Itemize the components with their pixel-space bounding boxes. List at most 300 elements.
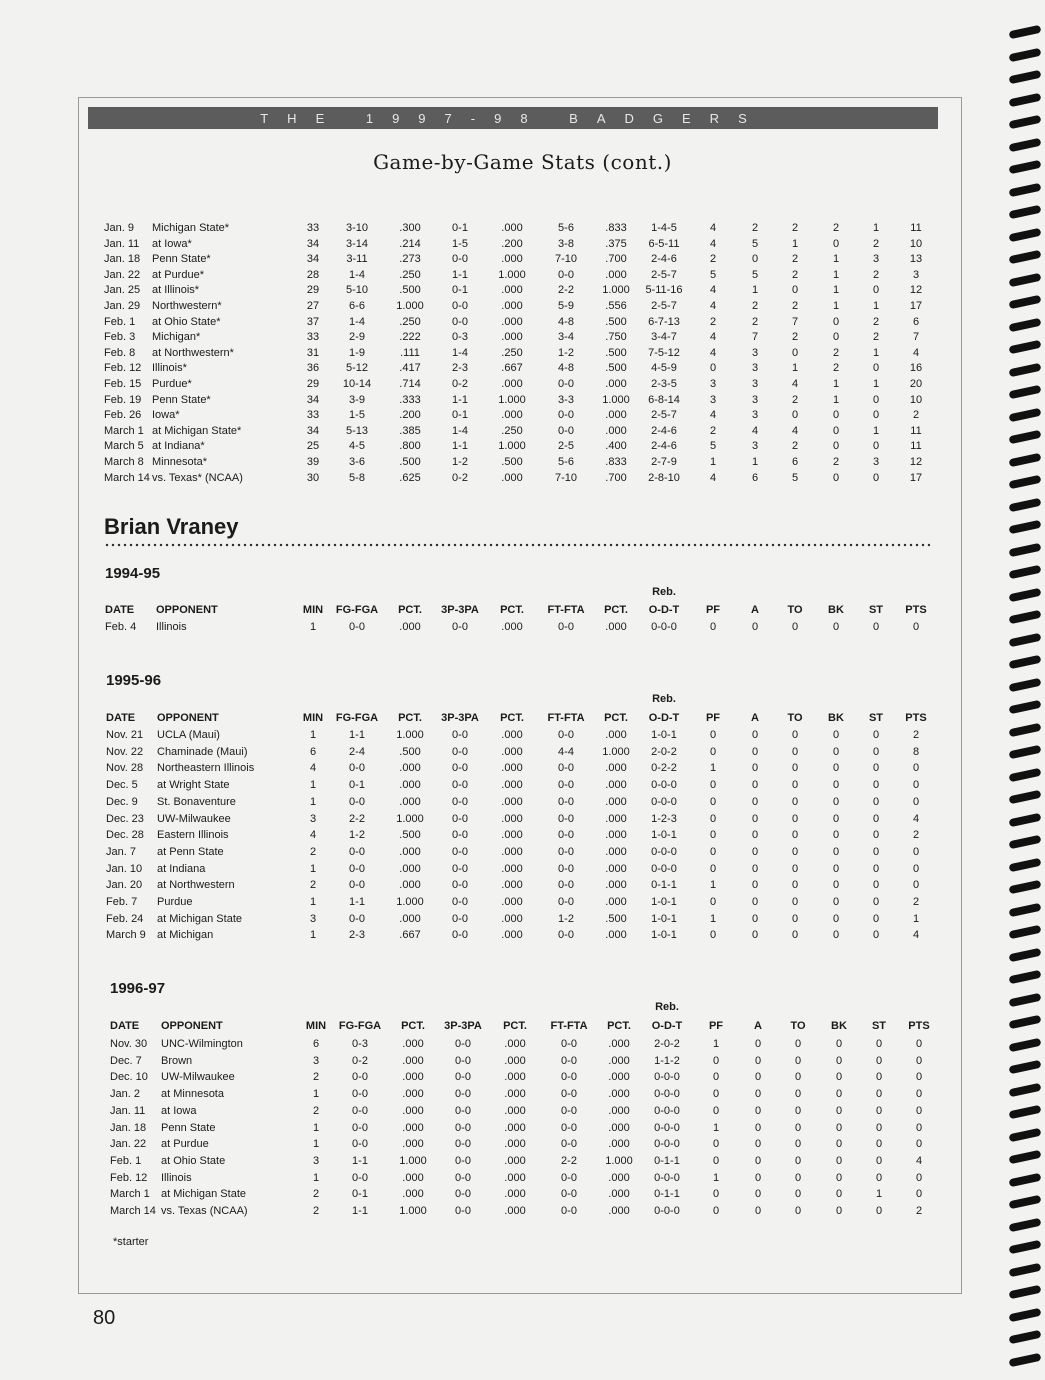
cell-to: 0 <box>791 729 799 741</box>
cell-st: 0 <box>875 1104 883 1117</box>
cell-to: 2 <box>791 393 799 406</box>
cell-3p-pct: .000 <box>504 1104 526 1117</box>
cell-to: 7 <box>791 315 799 328</box>
cell-opponent: at Michigan State <box>161 1188 246 1201</box>
cell-opponent: Eastern Illinois <box>157 829 229 842</box>
cell-bk: 0 <box>832 315 840 328</box>
cell-st: 0 <box>872 779 880 792</box>
cell-pf: 0 <box>712 1071 720 1084</box>
cell-bk: 0 <box>832 845 840 858</box>
cell-ft-pct: .000 <box>608 1188 630 1201</box>
cell-pts: 8 <box>912 745 920 758</box>
binding-coil <box>1009 992 1042 1006</box>
cell-fg: 2-3 <box>349 929 365 942</box>
cell-a: 6 <box>751 471 759 484</box>
reb-header: Reb. <box>652 586 676 598</box>
table-row <box>0 1153 1045 1169</box>
cell-to: 0 <box>791 929 799 942</box>
table-row <box>0 1120 1045 1136</box>
cell-ft: 2-2 <box>558 284 574 297</box>
cell-opponent: vs. Texas* (NCAA) <box>152 471 243 484</box>
cell-pts: 2 <box>912 896 920 908</box>
cell-to: 6 <box>791 456 799 468</box>
cell-fg-pct: .000 <box>399 779 421 792</box>
table-row <box>0 877 1045 893</box>
cell-st: 0 <box>872 812 880 825</box>
cell-3p-pct: .000 <box>501 762 523 775</box>
cell-fg-pct: .250 <box>399 315 421 328</box>
cell-a: 0 <box>754 1104 762 1117</box>
cell-fg-pct: .000 <box>399 795 421 808</box>
cell-min: MIN <box>302 712 324 724</box>
table-row <box>0 314 1045 330</box>
cell-a: 0 <box>754 1038 762 1050</box>
cell-ft-pct: .000 <box>608 1104 630 1117</box>
cell-fg-pct: .000 <box>402 1121 424 1134</box>
cell-3p-pct: .000 <box>501 222 523 234</box>
cell-opponent: at Ohio State <box>161 1154 226 1167</box>
binding-coil <box>1009 47 1042 61</box>
cell-fg: 1-2 <box>349 829 365 842</box>
cell-pts: 0 <box>915 1138 923 1151</box>
cell-st: 3 <box>872 456 880 468</box>
cell-3p-pct: .000 <box>501 812 523 825</box>
cell-pts: 7 <box>912 331 920 344</box>
cell-pts: PTS <box>908 1020 930 1032</box>
cell-pts: 4 <box>912 929 920 942</box>
cell-pts: 17 <box>909 300 923 312</box>
cell-reb: 2-4-6 <box>651 440 677 453</box>
cell-opponent: UCLA (Maui) <box>157 729 220 741</box>
cell-date: March 8 <box>104 456 144 468</box>
cell-to: 2 <box>791 222 799 234</box>
cell-st: 0 <box>872 929 880 942</box>
cell-pf: 1 <box>709 456 717 468</box>
cell-a: 2 <box>751 222 759 234</box>
cell-fg: 0-0 <box>352 1138 368 1151</box>
cell-reb: 1-0-1 <box>651 729 677 741</box>
cell-min: 1 <box>312 1121 320 1134</box>
cell-reb: 0-1-1 <box>654 1188 680 1201</box>
cell-reb: 6-5-11 <box>648 237 680 250</box>
cell-pts: 0 <box>912 762 920 775</box>
cell-reb: 2-8-10 <box>648 471 680 484</box>
cell-ft: 4-8 <box>558 315 574 328</box>
cell-fg-pct: PCT. <box>398 712 422 724</box>
cell-st: 0 <box>875 1054 883 1067</box>
cell-opponent: UW-Milwaukee <box>161 1071 235 1084</box>
cell-pts: 0 <box>915 1071 923 1084</box>
cell-fg-pct: .714 <box>399 378 421 390</box>
starter-footnote: *starter <box>113 1236 149 1248</box>
cell-min: 33 <box>306 331 320 344</box>
cell-3p: 0-0 <box>455 1205 471 1217</box>
cell-ft: 0-0 <box>558 729 574 741</box>
cell-date: Jan. 29 <box>104 300 141 312</box>
cell-to: 0 <box>794 1104 802 1117</box>
table-row <box>0 454 1045 470</box>
season-label: 1995-96 <box>106 672 162 689</box>
cell-ft-pct: .000 <box>608 1071 630 1084</box>
cell-ft-pct: .000 <box>605 762 627 775</box>
binding-coil <box>1009 497 1042 511</box>
cell-ft: 3-8 <box>558 237 574 250</box>
cell-fg: 0-2 <box>352 1054 368 1067</box>
cell-3p: 0-1 <box>452 409 468 422</box>
cell-ft: 0-0 <box>558 879 574 892</box>
cell-opponent: Minnesota* <box>152 456 208 468</box>
cell-pf: 1 <box>712 1171 720 1184</box>
cell-min: 3 <box>312 1054 320 1067</box>
column-header-row <box>0 602 1045 618</box>
cell-ft-pct: .700 <box>605 471 627 484</box>
cell-st: 0 <box>872 745 880 758</box>
cell-ft: 0-0 <box>558 409 574 422</box>
cell-opponent: Purdue <box>157 896 193 908</box>
cell-date: March 1 <box>110 1188 150 1201</box>
table-row <box>0 360 1045 376</box>
cell-min: 2 <box>312 1071 320 1084</box>
cell-reb: O-D-T <box>648 604 680 616</box>
cell-pf: 2 <box>709 424 717 437</box>
cell-bk: 2 <box>832 456 840 468</box>
table-row <box>0 376 1045 392</box>
cell-a: 0 <box>754 1071 762 1084</box>
cell-pts: 11 <box>910 222 922 234</box>
binding-coil <box>1009 1172 1042 1186</box>
binding-coil <box>1009 1217 1042 1231</box>
cell-ft-pct: .000 <box>605 929 627 942</box>
cell-bk: 0 <box>832 929 840 942</box>
cell-bk: 0 <box>835 1071 843 1084</box>
cell-a: 3 <box>751 393 759 406</box>
cell-to: 0 <box>794 1188 802 1201</box>
cell-3p: 1-4 <box>452 346 468 359</box>
cell-st: 0 <box>872 912 880 925</box>
cell-opponent: Penn State* <box>152 393 211 406</box>
cell-3p-pct: .000 <box>501 729 523 741</box>
cell-ft-pct: .000 <box>605 862 627 875</box>
cell-3p-pct: .000 <box>504 1188 526 1201</box>
binding-coil <box>1009 1150 1042 1164</box>
table-row <box>0 811 1045 827</box>
cell-bk: 0 <box>832 879 840 892</box>
cell-reb: 0-0-0 <box>654 1205 680 1217</box>
cell-fg-pct: .250 <box>399 268 421 281</box>
cell-fg-pct: .000 <box>399 912 421 925</box>
cell-min: 37 <box>306 315 320 328</box>
cell-date: Jan. 18 <box>110 1121 147 1134</box>
cell-3p-pct: .000 <box>501 315 523 328</box>
cell-ft-pct: .375 <box>605 237 627 250</box>
cell-to: 0 <box>794 1088 802 1101</box>
cell-ft-pct: .833 <box>605 456 627 468</box>
binding-coil <box>1009 272 1042 286</box>
cell-fg-pct: .000 <box>402 1054 424 1067</box>
cell-fg-pct: 1.000 <box>396 300 424 312</box>
cell-pts: 11 <box>910 440 922 453</box>
binding-coil <box>1009 1037 1042 1051</box>
cell-pts: 0 <box>915 1171 923 1184</box>
cell-to: 0 <box>794 1171 802 1184</box>
cell-fg-pct: .333 <box>399 393 421 406</box>
cell-bk: 0 <box>832 424 840 437</box>
cell-3p: 0-0 <box>452 795 468 808</box>
cell-to: 0 <box>791 621 799 633</box>
cell-ft-pct: .000 <box>605 409 627 422</box>
cell-to: 0 <box>794 1205 802 1217</box>
binding-coil <box>1009 902 1042 916</box>
cell-date: Dec. 9 <box>106 795 138 808</box>
cell-to: 0 <box>794 1071 802 1084</box>
cell-fg-pct: .500 <box>399 829 421 842</box>
cell-date: Jan. 7 <box>106 845 136 858</box>
cell-3p-pct: .000 <box>504 1138 526 1151</box>
cell-opponent: at Penn State <box>157 845 224 858</box>
cell-pf: 4 <box>709 471 717 484</box>
cell-ft: 0-0 <box>561 1038 577 1050</box>
cell-a: 0 <box>751 621 759 633</box>
cell-fg: 2-9 <box>349 331 365 344</box>
cell-fg-pct: .000 <box>399 879 421 892</box>
table-row <box>0 1103 1045 1119</box>
cell-fg: 0-0 <box>349 795 365 808</box>
cell-date: Jan. 22 <box>110 1138 147 1151</box>
cell-a: 0 <box>751 795 759 808</box>
cell-a: 7 <box>751 331 759 344</box>
cell-to: 2 <box>791 268 799 281</box>
cell-reb: 0-0-0 <box>654 1104 680 1117</box>
cell-date: Feb. 4 <box>105 621 137 633</box>
cell-ft-pct: PCT. <box>607 1020 631 1032</box>
cell-reb: 2-4-6 <box>651 253 677 266</box>
cell-to: 0 <box>794 1138 802 1151</box>
cell-3p-pct: .000 <box>504 1171 526 1184</box>
cell-a: 2 <box>751 300 759 312</box>
cell-min: 1 <box>309 862 317 875</box>
page-number: 80 <box>93 1307 116 1329</box>
cell-to: 0 <box>794 1121 802 1134</box>
cell-opponent: OPPONENT <box>161 1020 223 1032</box>
cell-bk: 1 <box>832 253 840 266</box>
cell-pts: 0 <box>912 845 920 858</box>
cell-reb: 0-1-1 <box>654 1154 680 1167</box>
cell-pts: 0 <box>912 621 920 633</box>
cell-date: March 5 <box>104 440 144 453</box>
cell-min: 1 <box>309 795 317 808</box>
cell-fg: 3-6 <box>349 456 365 468</box>
cell-ft-pct: .000 <box>605 829 627 842</box>
cell-ft-pct: .000 <box>605 779 627 792</box>
cell-date: Dec. 10 <box>110 1071 148 1084</box>
binding-coil <box>1009 857 1042 871</box>
cell-3p-pct: .000 <box>501 621 523 633</box>
cell-opponent: at Wright State <box>157 779 230 792</box>
cell-pf: 0 <box>709 862 717 875</box>
cell-opponent: Purdue* <box>152 378 192 390</box>
cell-ft: 0-0 <box>561 1121 577 1134</box>
table-row <box>0 1136 1045 1152</box>
binding-coil <box>1009 205 1042 219</box>
cell-pts: 0 <box>915 1038 923 1050</box>
cell-3p-pct: .000 <box>501 284 523 297</box>
cell-fg-pct: .214 <box>399 237 421 250</box>
cell-ft: 0-0 <box>561 1188 577 1201</box>
cell-fg: 6-6 <box>349 300 365 312</box>
cell-ft: 0-0 <box>558 424 574 437</box>
cell-min: 30 <box>306 471 320 484</box>
cell-to: 2 <box>791 331 799 344</box>
cell-to: 0 <box>791 346 799 359</box>
cell-ft-pct: .000 <box>605 621 627 633</box>
cell-3p-pct: .000 <box>501 471 523 484</box>
binding-coil <box>1009 1330 1042 1344</box>
cell-min: 1 <box>309 621 317 633</box>
cell-st: 0 <box>872 896 880 908</box>
cell-fg-pct: .000 <box>402 1038 424 1050</box>
cell-a: 3 <box>751 346 759 359</box>
cell-bk: BK <box>831 1020 847 1032</box>
cell-fg: 1-4 <box>349 268 365 281</box>
cell-pts: 0 <box>915 1054 923 1067</box>
cell-to: 1 <box>791 237 799 250</box>
cell-pf: 0 <box>712 1138 720 1151</box>
cell-3p-pct: .000 <box>501 795 523 808</box>
cell-bk: 0 <box>832 912 840 925</box>
cell-bk: 1 <box>832 268 840 281</box>
table-row <box>0 827 1045 843</box>
cell-ft-pct: PCT. <box>604 712 628 724</box>
cell-ft: 3-4 <box>558 331 574 344</box>
cell-ft-pct: .000 <box>605 268 627 281</box>
cell-min: 27 <box>306 300 320 312</box>
column-header-row <box>0 710 1045 726</box>
cell-3p-pct: .000 <box>504 1054 526 1067</box>
cell-ft: 5-6 <box>558 222 574 234</box>
cell-pf: 0 <box>709 729 717 741</box>
cell-st: 1 <box>872 300 880 312</box>
cell-bk: 0 <box>835 1188 843 1201</box>
cell-3p-pct: .667 <box>501 362 523 375</box>
binding-coil <box>1009 340 1042 354</box>
cell-fg: 5-8 <box>349 471 365 484</box>
cell-3p-pct: 1.000 <box>498 440 526 453</box>
cell-pts: 0 <box>912 862 920 875</box>
cell-opponent: UW-Milwaukee <box>157 812 231 825</box>
cell-3p-pct: PCT. <box>503 1020 527 1032</box>
cell-bk: 1 <box>832 378 840 390</box>
cell-opponent: at Iowa <box>161 1104 197 1117</box>
cell-st: 0 <box>872 284 880 297</box>
cell-to: 2 <box>791 253 799 266</box>
cell-min: 2 <box>312 1104 320 1117</box>
cell-3p-pct: .000 <box>501 378 523 390</box>
table-row <box>0 1086 1045 1102</box>
cell-to: 0 <box>791 896 799 908</box>
table-row <box>0 407 1045 423</box>
binding-coil <box>1009 70 1042 84</box>
cell-to: TO <box>790 1020 806 1032</box>
cell-bk: 1 <box>832 284 840 297</box>
cell-a: 0 <box>754 1171 762 1184</box>
cell-pf: 2 <box>709 315 717 328</box>
cell-3p-pct: .250 <box>501 424 523 437</box>
cell-a: 3 <box>751 378 759 390</box>
cell-ft: FT-FTA <box>547 712 585 724</box>
cell-pf: 0 <box>709 621 717 633</box>
cell-to: 0 <box>791 779 799 792</box>
cell-st: ST <box>871 1020 887 1032</box>
cell-date: Feb. 12 <box>110 1171 148 1184</box>
cell-fg-pct: PCT. <box>398 604 422 616</box>
cell-a: 2 <box>751 315 759 328</box>
cell-ft: 0-0 <box>558 812 574 825</box>
reb-header: Reb. <box>655 1001 679 1013</box>
cell-3p: 3P-3PA <box>441 604 479 616</box>
cell-3p: 0-0 <box>455 1104 471 1117</box>
cell-a: 0 <box>754 1138 762 1151</box>
binding-coil <box>1009 317 1042 331</box>
cell-opponent: Penn State <box>161 1121 216 1134</box>
cell-3p: 0-0 <box>452 829 468 842</box>
cell-3p: 0-1 <box>452 284 468 297</box>
table-row <box>0 423 1045 439</box>
reb-header: Reb. <box>652 693 676 705</box>
cell-date: Jan. 22 <box>104 268 141 281</box>
table-row <box>0 236 1045 252</box>
cell-to: TO <box>787 604 803 616</box>
cell-ft: 0-0 <box>561 1088 577 1101</box>
cell-3p-pct: 1.000 <box>498 393 526 406</box>
cell-pf: 4 <box>709 331 717 344</box>
binding-coil <box>1009 632 1042 646</box>
cell-fg: 10-14 <box>342 378 372 390</box>
cell-pf: 0 <box>712 1205 720 1217</box>
cell-fg: 1-9 <box>349 346 365 359</box>
cell-to: 0 <box>791 912 799 925</box>
table-row <box>0 1186 1045 1202</box>
cell-a: 0 <box>751 845 759 858</box>
cell-st: 0 <box>875 1171 883 1184</box>
cell-a: 0 <box>751 862 759 875</box>
cell-bk: 2 <box>832 362 840 375</box>
cell-3p-pct: .250 <box>501 346 523 359</box>
cell-3p: 0-0 <box>455 1038 471 1050</box>
cell-to: 0 <box>791 745 799 758</box>
cell-pts: 13 <box>909 253 923 266</box>
cell-3p-pct: .000 <box>501 331 523 344</box>
cell-ft-pct: .000 <box>605 896 627 908</box>
cell-opponent: at Iowa* <box>152 237 192 250</box>
cell-pts: 0 <box>915 1088 923 1101</box>
cell-fg: 0-0 <box>349 762 365 775</box>
cell-bk: 0 <box>835 1104 843 1117</box>
cell-bk: 0 <box>835 1205 843 1217</box>
cell-fg-pct: .000 <box>402 1104 424 1117</box>
cell-min: 4 <box>309 829 317 842</box>
cell-reb: 0-0-0 <box>651 795 677 808</box>
cell-st: 0 <box>872 845 880 858</box>
cell-date: Feb. 1 <box>110 1154 142 1167</box>
cell-pf: 4 <box>709 346 717 359</box>
cell-ft: 0-0 <box>558 829 574 842</box>
cell-a: 0 <box>751 929 759 942</box>
binding-coil <box>1009 970 1042 984</box>
cell-to: 0 <box>791 762 799 775</box>
cell-min: 1 <box>309 896 317 908</box>
cell-bk: 0 <box>832 237 840 250</box>
cell-to: 0 <box>791 879 799 892</box>
